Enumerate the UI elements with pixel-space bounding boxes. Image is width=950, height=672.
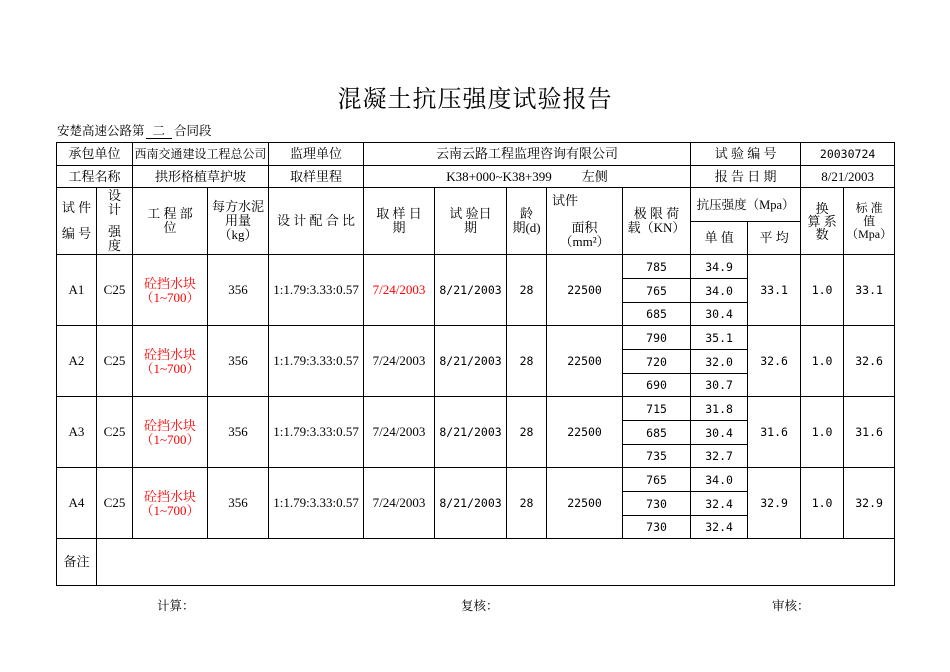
header-factor-line-3: 数 — [815, 226, 829, 242]
specimen-mix-ratio: 1:1.79:3.33:0.57 — [269, 468, 364, 539]
specimen-average: 32.6 — [748, 326, 801, 397]
specimen-factor: 1.0 — [801, 468, 844, 539]
header-ultimate-load — [623, 188, 691, 255]
specimen-mix-ratio: 1:1.79:3.33:0.57 — [269, 326, 364, 397]
header-standard-line-2: 值 — [863, 213, 876, 228]
specimen-load: 685 — [623, 303, 691, 326]
specimen-sample-date: 7/24/2003 — [364, 397, 435, 468]
specimen-location-range: （1~700） — [140, 431, 200, 447]
header-average: 平 均 — [748, 222, 801, 255]
specimen-average: 31.6 — [748, 397, 801, 468]
header-standard-line-3: （Mpa） — [846, 226, 893, 241]
specimen-age: 28 — [507, 468, 547, 539]
specimen-mix-ratio: 1:1.79:3.33:0.57 — [269, 397, 364, 468]
audit-signature-label: 审核： — [772, 599, 810, 613]
specimen-load: 785 — [623, 255, 691, 279]
specimen-area: 22500 — [547, 397, 623, 468]
mileage-cell — [364, 166, 691, 188]
remarks-label: 备注 — [57, 539, 97, 586]
specimen-area: 22500 — [547, 255, 623, 326]
header-age-line-1: 龄 — [520, 206, 534, 221]
header-design-strength-stack — [97, 189, 132, 253]
specimen-single-value: 30.4 — [691, 303, 748, 326]
header-mix-ratio: 设 计 配 合 比 — [269, 188, 364, 255]
report-title: 混凝土抗压强度试验报告 — [337, 87, 613, 113]
remarks-row — [57, 539, 895, 586]
specimen-test-date: 8/21/2003 — [435, 468, 507, 539]
specimen-location-name: 砼挡水块 — [144, 346, 197, 362]
mileage-value: K38+000~K38+399 — [446, 168, 552, 184]
specimen-load: 735 — [623, 445, 691, 468]
specimen-mix-ratio: 1:1.79:3.33:0.57 — [269, 255, 364, 326]
header-single-value: 单 值 — [691, 222, 748, 255]
test-number-label: 试 验 编 号 — [691, 143, 801, 166]
header-area-line-3: （mm²） — [559, 233, 610, 249]
specimen-design-strength: C25 — [97, 468, 133, 539]
header-area — [547, 188, 623, 255]
specimen-load: 720 — [623, 350, 691, 374]
test-number-value: 20030724 — [801, 143, 895, 166]
specimen-design-strength: C25 — [97, 397, 133, 468]
header-sample-date — [364, 188, 435, 255]
specimen-single-value: 32.4 — [691, 516, 748, 539]
specimen-cement: 356 — [208, 397, 269, 468]
header-location-line-2: 位 — [163, 220, 177, 235]
specimen-single-value: 34.9 — [691, 255, 748, 279]
header-load-line-2: 载（KN） — [627, 220, 686, 235]
contractor-label: 承包单位 — [57, 143, 133, 166]
header-factor-line-1: 换 — [815, 200, 829, 216]
header-test-date — [435, 188, 507, 255]
header-cement-line-3: （kg） — [218, 227, 258, 242]
info-row-contractor — [57, 143, 895, 166]
header-age — [507, 188, 547, 255]
header-location-line-1: 工 程 部 — [147, 206, 193, 221]
specimen-factor: 1.0 — [801, 326, 844, 397]
project-label: 工程名称 — [57, 166, 133, 188]
specimen-location — [133, 326, 208, 397]
specimen-standard: 31.6 — [844, 397, 895, 468]
specimen-average: 32.9 — [748, 468, 801, 539]
specimen-location-range: （1~700） — [140, 502, 200, 518]
header-sample-date-line-2: 期 — [392, 220, 406, 235]
specimen-test-date: 8/21/2003 — [435, 326, 507, 397]
specimen-single-value: 32.4 — [691, 492, 748, 516]
specimen-single-value: 32.7 — [691, 445, 748, 468]
specimen-single-value: 35.1 — [691, 326, 748, 350]
specimen-average: 33.1 — [748, 255, 801, 326]
calc-signature-label: 计算： — [157, 599, 195, 613]
specimen-age: 28 — [507, 255, 547, 326]
contract-section-line — [57, 124, 212, 139]
specimen-load: 690 — [623, 374, 691, 397]
specimen-standard: 32.9 — [844, 468, 895, 539]
header-area-line-1: 试件 — [552, 192, 579, 208]
header-load-line-1: 极 限 荷 — [633, 206, 680, 221]
specimen-single-value: 34.0 — [691, 279, 748, 303]
specimen-sample-date: 7/24/2003 — [364, 326, 435, 397]
header-cement-amount — [208, 188, 269, 255]
specimen-load: 730 — [623, 516, 691, 539]
specimen-sample-date: 7/24/2003 — [364, 468, 435, 539]
contract-suffix: 合同段 — [174, 124, 212, 138]
info-row-project — [57, 166, 895, 188]
specimen-single-value: 30.4 — [691, 421, 748, 445]
header-specimen-number-line-1: 试 件 — [61, 200, 92, 215]
specimen-load: 715 — [623, 397, 691, 421]
specimen-location-range: （1~700） — [140, 289, 200, 305]
contractor-value: 西南交通建设工程总公司 — [133, 143, 269, 166]
specimen-row — [57, 468, 895, 492]
specimen-load: 790 — [623, 326, 691, 350]
specimen-cement: 356 — [208, 326, 269, 397]
specimen-id: A1 — [57, 255, 97, 326]
header-factor-line-2: 算 系 — [807, 213, 837, 229]
specimen-factor: 1.0 — [801, 397, 844, 468]
specimen-age: 28 — [507, 326, 547, 397]
specimen-single-value: 31.8 — [691, 397, 748, 421]
header-sample-date-line-1: 取 样 日 — [376, 206, 422, 221]
mileage-side: 左侧 — [581, 168, 608, 184]
contract-number: 二 — [146, 125, 173, 139]
header-cement-line-2: 用量 — [225, 213, 252, 228]
header-test-date-line-2: 期 — [464, 220, 478, 235]
header-row-top — [57, 188, 895, 222]
specimen-location-name: 砼挡水块 — [144, 488, 197, 504]
report-date-label: 报 告 日 期 — [691, 166, 801, 188]
header-cement-line-1: 每方水泥 — [212, 199, 265, 214]
specimen-location-name: 砼挡水块 — [144, 417, 197, 433]
specimen-factor: 1.0 — [801, 255, 844, 326]
specimen-sample-date: 7/24/2003 — [364, 255, 435, 326]
remarks-value — [97, 539, 895, 586]
header-standard-line-1: 标 准 — [855, 200, 883, 215]
specimen-standard: 32.6 — [844, 326, 895, 397]
supervisor-label: 监理单位 — [269, 143, 364, 166]
header-test-date-line-1: 试 验日 — [449, 206, 492, 221]
specimen-load: 765 — [623, 468, 691, 492]
header-standard-value — [844, 188, 895, 255]
specimen-area: 22500 — [547, 468, 623, 539]
header-area-line-2: 面积 — [571, 219, 598, 235]
header-location — [133, 188, 208, 255]
specimen-id: A2 — [57, 326, 97, 397]
check-signature-label: 复核： — [461, 599, 499, 613]
specimen-row — [57, 397, 895, 421]
specimen-single-value: 34.0 — [691, 468, 748, 492]
specimen-id: A4 — [57, 468, 97, 539]
mileage-label: 取样里程 — [269, 166, 364, 188]
specimen-age: 28 — [507, 397, 547, 468]
specimen-id: A3 — [57, 397, 97, 468]
specimen-area: 22500 — [547, 326, 623, 397]
specimen-row — [57, 326, 895, 350]
header-conversion-factor — [801, 188, 844, 255]
header-specimen-number — [57, 188, 97, 255]
specimen-load: 765 — [623, 279, 691, 303]
specimen-single-value: 30.7 — [691, 374, 748, 397]
specimen-test-date: 8/21/2003 — [435, 397, 507, 468]
header-design-strength — [97, 188, 133, 255]
header-compressive-strength: 抗压强度（Mpa） — [691, 188, 801, 222]
specimen-test-date: 8/21/2003 — [435, 255, 507, 326]
specimen-single-value: 32.0 — [691, 350, 748, 374]
specimen-location-range: （1~700） — [140, 360, 200, 376]
contract-prefix: 安楚高速公路第 — [57, 124, 145, 138]
specimen-standard: 33.1 — [844, 255, 895, 326]
specimen-location — [133, 468, 208, 539]
specimen-location-name: 砼挡水块 — [144, 275, 197, 291]
specimen-cement: 356 — [208, 468, 269, 539]
project-value: 拱形格植草护坡 — [133, 166, 269, 188]
specimen-load: 730 — [623, 492, 691, 516]
report-date-value: 8/21/2003 — [801, 166, 895, 188]
test-report-table — [56, 142, 895, 586]
specimen-location — [133, 255, 208, 326]
specimen-location — [133, 397, 208, 468]
header-specimen-number-line-2: 编 号 — [61, 226, 92, 241]
supervisor-value: 云南云路工程监理咨询有限公司 — [364, 143, 691, 166]
specimen-design-strength: C25 — [97, 326, 133, 397]
header-age-line-2: 期(d) — [512, 220, 541, 235]
header-design-strength-top: 设计 — [107, 188, 121, 217]
specimen-cement: 356 — [208, 255, 269, 326]
specimen-design-strength: C25 — [97, 255, 133, 326]
specimen-load: 685 — [623, 421, 691, 445]
specimen-row — [57, 255, 895, 279]
header-design-strength-bottom: 强度 — [107, 224, 121, 253]
